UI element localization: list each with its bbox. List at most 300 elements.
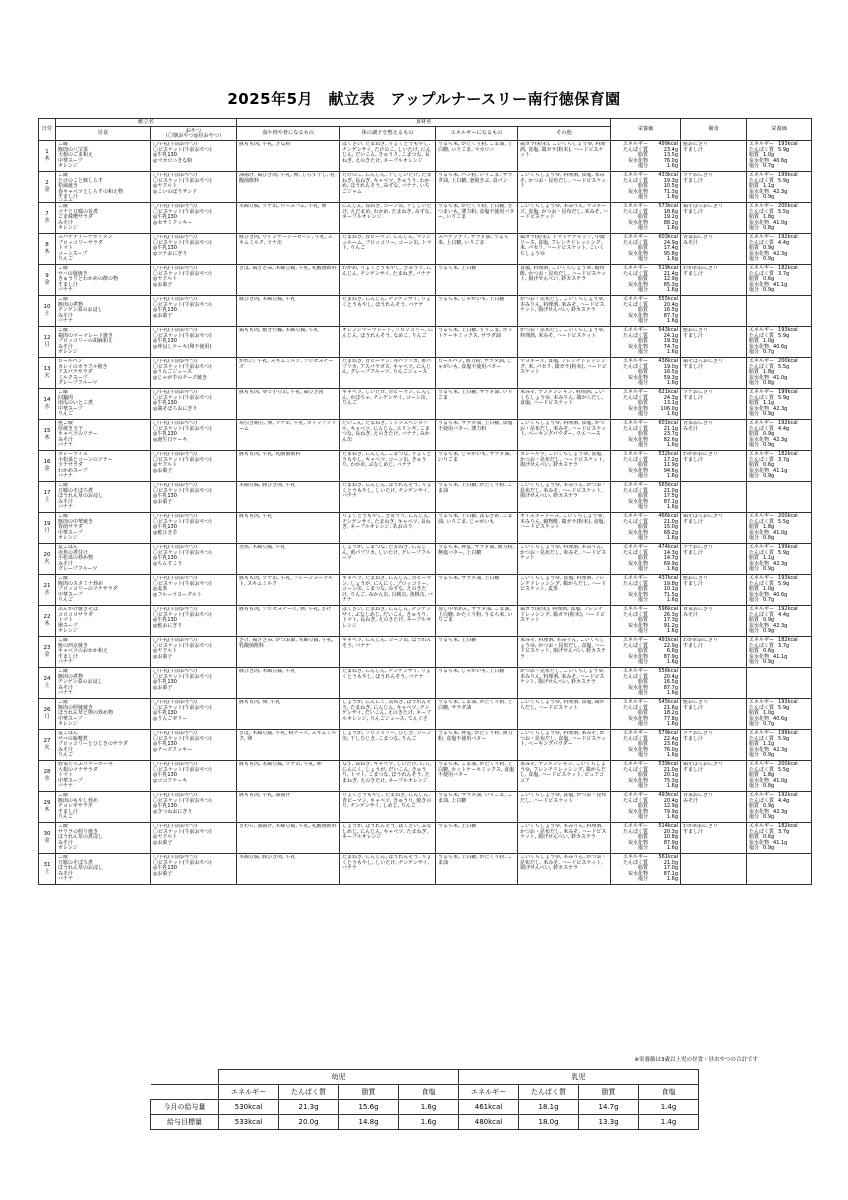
menu-row <box>39 141 812 172</box>
yellow-food-text: うるち米, 押麦, かたくり粉, 薄力粉, 食塩不使用バター <box>438 731 513 742</box>
yellow-food-cell <box>436 792 518 823</box>
nutrient-value: 621kcal <box>658 389 679 396</box>
nutrient-label: 炭水化物 <box>749 343 770 350</box>
nutrient-value: 5.9g <box>778 735 790 742</box>
nutrient-value: 42.3g <box>773 560 788 567</box>
green-food-cell <box>340 792 436 823</box>
nutrient-value: 1.6g <box>666 628 679 635</box>
supplement-text: ツナおにぎり すまし汁 <box>683 173 714 184</box>
nutrient-value: 0.7g <box>763 349 775 356</box>
lunch-cell <box>56 203 151 234</box>
nutrient-label: 炭水化物 <box>749 746 770 753</box>
nutrient-value: 474kcal <box>658 544 679 551</box>
nutrient-value: 10.1g <box>663 586 679 593</box>
nutrient-value: 0.6g <box>763 834 775 841</box>
nutrient-label: 塩分 <box>638 473 649 480</box>
page-title: 2025年5月 献立表 アップルナースリー南行徳保育園 <box>227 90 621 108</box>
day-number: 21 <box>43 583 51 590</box>
snack-cell <box>151 513 237 544</box>
nutrient-value: 22.9g <box>663 642 679 649</box>
yellow-food-cell <box>436 265 518 296</box>
nutrient-label: 脂質 <box>638 431 649 438</box>
nutrient-label: 炭水化物 <box>749 591 770 598</box>
nutrient-label: 炭水化物 <box>749 622 770 629</box>
lunch-cell <box>56 761 151 792</box>
nutrient-value: 0.8g <box>763 225 775 232</box>
nutrient-label: たんぱく質 <box>623 208 649 215</box>
nutrient-value: 1.8g <box>763 214 775 221</box>
nutrient-label: たんぱく質 <box>749 239 775 246</box>
nutrient-label: 塩分 <box>638 411 649 418</box>
day-of-week: 火 <box>44 373 50 380</box>
yellow-food-cell <box>436 296 518 327</box>
nutrient-label: たんぱく質 <box>749 704 775 711</box>
red-food-text: 豚もも肉, 卵, 牛乳 <box>239 700 281 706</box>
day-number: 19 <box>43 521 51 528</box>
green-food-cell <box>340 172 436 203</box>
day-cell <box>39 637 56 668</box>
lunch-text: ご飯 豚肉のスタミナ炒め ブロッコリーのツナサラダ 中華スープ りんご <box>58 576 118 604</box>
nutrient-value: 17.0g <box>663 865 679 872</box>
menu-row <box>39 420 812 451</box>
nutrient-value: 1.6g <box>666 504 679 511</box>
nutrient-label: 塩分 <box>638 814 649 821</box>
yellow-food-text: 蒸し中華めん, サラダ油, ごま油, 上白糖, かたくり粉, うるち米, いりごま <box>438 607 513 624</box>
day-number: 24 <box>43 676 51 683</box>
nutrition-cell <box>611 141 681 172</box>
nutrient-value: 77.8g <box>663 715 679 722</box>
day-of-week: 火 <box>44 745 50 752</box>
nutrient-label: 脂質 <box>749 245 760 252</box>
nutrient-value: 539kcal <box>658 761 679 768</box>
nutrient-label: 脂質 <box>749 772 760 779</box>
nutrient-label: 炭水化物 <box>628 560 649 567</box>
yellow-food-cell <box>436 203 518 234</box>
lunch-text: 野菜たっぷりマーボー丼 大根のツナサラダ トマト 中華スープ バナナ <box>58 762 114 790</box>
supplement-cell <box>681 575 747 606</box>
green-food-cell <box>340 668 436 699</box>
snack-cell <box>151 389 237 420</box>
other-food-text: オイスターソース, こいくちしょうゆ, 本みりん, 穀物酢, 鶏ガラ(粉末), 食塩, ハードビスケット <box>520 514 606 531</box>
green-food-text: わかめ, りょくとうもやし, きゅうり, にんじん, チンゲンサイ, たまねぎ, バナナ <box>342 266 432 277</box>
nutrient-value: 0.9g <box>763 442 775 449</box>
nutrient-value: 24.3g <box>663 394 679 401</box>
green-food-cell <box>340 637 436 668</box>
nutrient-value: 91.2g <box>663 622 679 629</box>
supplement-text <box>683 483 744 511</box>
nutrient-label: 塩分 <box>749 473 760 480</box>
menu-row <box>39 699 812 730</box>
supplement-text: ツナおにぎり すまし汁 <box>683 731 714 742</box>
nutrient-label: たんぱく質 <box>623 735 649 742</box>
snack-text: 〇牛乳(午前おやつ) 〇ビスケット(午前おやつ) ◎りんごジュース ◎じゃが芋のチーズ焼き <box>153 359 212 381</box>
lunch-cell <box>56 606 151 637</box>
nutrient-value: 182kcal <box>778 637 798 644</box>
nutrient-label: 脂質 <box>638 741 649 748</box>
nutrient-value: 0.9g <box>763 473 775 480</box>
nutrient-label: 塩分 <box>638 194 649 201</box>
day-cell <box>39 451 56 482</box>
supplement-cell <box>681 296 747 327</box>
green-food-text: しょうが, ほうれんそう, はくさい, ぶなしめじ, にんじん, キャベツ, たまねぎ, ネーブルオレンジ <box>342 824 432 841</box>
yellow-food-text: うるち米, 上白糖, かたくり粉, ごま油 <box>438 483 513 494</box>
nutrient-value: 10.8g <box>663 834 679 841</box>
nutrient-value: 199kcal <box>778 389 798 396</box>
nutrient-label: 塩分 <box>749 411 760 418</box>
other-food-cell <box>518 668 611 699</box>
day-cell <box>39 513 56 544</box>
day-of-week: 金 <box>44 652 50 659</box>
nutrient-value: 0.9g <box>763 431 775 438</box>
nutrition-cell <box>611 389 681 420</box>
red-food-text: 糸引き納豆, 卵, ツナ缶, 牛乳, ホイップクリーム <box>239 421 337 432</box>
nutrient-label: エネルギー <box>623 513 649 520</box>
nutrient-label: 塩分 <box>638 566 649 573</box>
nutrient-value: 565kcal <box>658 482 679 489</box>
nutrient-value: 1.1g <box>763 741 775 748</box>
yellow-food-cell <box>436 172 518 203</box>
snack-cell <box>151 730 237 761</box>
yellow-food-cell <box>436 141 518 172</box>
red-food-text: 豚もも肉, 牛乳 <box>239 514 273 520</box>
lunch-text: ご飯 豚肉の八宝菜 大根のごま和え 中華スープ オレンジ <box>58 142 94 170</box>
supplement-cell <box>681 730 747 761</box>
nutrient-value: 24.9g <box>663 239 679 246</box>
supplement-cell <box>681 792 747 823</box>
green-food-cell <box>340 513 436 544</box>
nutrient-label: エネルギー <box>749 451 775 458</box>
snack-cell <box>151 265 237 296</box>
menu-row <box>39 761 812 792</box>
nutrient-label: たんぱく質 <box>749 425 775 432</box>
header-supplement: 補食 <box>681 119 747 141</box>
red-food-text: 豚ひき肉, 木綿豆腐, 牛乳 <box>239 669 296 675</box>
nutrient-label: たんぱく質 <box>749 518 775 525</box>
green-food-cell <box>340 823 436 854</box>
green-food-cell <box>340 203 436 234</box>
nutrient-value: 0.8g <box>763 535 775 542</box>
menu-row <box>39 823 812 854</box>
menu-row <box>39 172 812 203</box>
nutrient-value: 1.8g <box>763 369 775 376</box>
other-food-text: こいくちしょうゆ, 料理酒, 食塩, かつお・昆布だし, 米みそ, ハードビスケット, ベーキングパウダー, ウエハース <box>520 421 607 438</box>
nutrient-label: たんぱく質 <box>749 735 775 742</box>
header-supplement-nutrition: 栄養価 <box>747 119 812 141</box>
nutrient-label: 脂質 <box>749 400 760 407</box>
summary-col-fat: 脂質 <box>339 1085 399 1100</box>
nutrient-value: 1.6g <box>666 163 679 170</box>
day-cell <box>39 575 56 606</box>
nutrient-label: エネルギー <box>749 389 775 396</box>
other-food-text: こいくちしょうゆ, 食塩, 料理酒, フレンチドレッシング, 鶏がらだし, ハードビスケット, 麦茶 <box>520 576 607 593</box>
snack-cell <box>151 141 237 172</box>
nutrient-label: 脂質 <box>638 400 649 407</box>
lunch-text: ご飯 豚肉の煮物 チンゲン菜のお浸し みそ汁 バナナ <box>58 669 103 697</box>
lunch-cell <box>56 513 151 544</box>
nutrient-label: 炭水化物 <box>749 653 770 660</box>
nutrient-label: 脂質 <box>749 648 760 655</box>
green-food-cell <box>340 761 436 792</box>
red-food-cell <box>237 296 340 327</box>
summary-col-protein: たんぱく質 <box>519 1085 579 1100</box>
summary-blank <box>151 1085 219 1100</box>
nutrient-label: たんぱく質 <box>623 177 649 184</box>
day-cell <box>39 358 56 389</box>
nutrient-value: 579kcal <box>658 730 679 737</box>
day-of-week: 金 <box>44 466 50 473</box>
lunch-text: ご飯 豚肉のもやし炒め チョレギサラダ すまし汁 りんご <box>58 793 99 821</box>
yellow-food-text: うるち米, 上白糖, はるさめ, ごま油, いりごま, じゃがいも <box>438 514 513 525</box>
nutrient-label: たんぱく質 <box>749 332 775 339</box>
nutrient-label: 脂質 <box>638 276 649 283</box>
green-food-cell <box>340 544 436 575</box>
nutrient-value: 1.0g <box>763 152 775 159</box>
supplement-nutrition-cell <box>747 482 812 513</box>
supplement-cell <box>681 451 747 482</box>
red-food-cell <box>237 141 340 172</box>
nutrient-label: 塩分 <box>638 783 649 790</box>
nutrient-label: 炭水化物 <box>628 622 649 629</box>
nutrient-value: 42.3g <box>773 746 788 753</box>
supplement-cell <box>681 172 747 203</box>
nutrition-cell <box>611 451 681 482</box>
green-food-text: キャベツ, にんじん, コーン缶, ほうれんそう, バナナ <box>342 638 432 649</box>
nutrient-value: 5.9g <box>778 704 790 711</box>
lunch-cell <box>56 854 151 885</box>
nutrient-value: 3.7g <box>778 456 790 463</box>
summary-value: 14.7g <box>579 1100 639 1115</box>
nutrient-value: 1.1g <box>763 400 775 407</box>
snack-text: 〇牛乳(午前おやつ) 〇ビスケット(午前おやつ) ◎牛乳130 ◎ココアケーキ <box>153 762 212 784</box>
nutrient-value: 5.9g <box>778 146 790 153</box>
snack-cell <box>151 234 237 265</box>
day-number: 7 <box>45 211 49 218</box>
nutrient-label: 塩分 <box>749 349 760 356</box>
supplement-nutrition-cell <box>747 792 812 823</box>
green-food-text: キャベツ, しいたけ, 青ピーマン, にんじん, かぼちゃ, チンゲンサイ, コーン缶, りんご <box>342 390 432 407</box>
nutrient-value: 4.4g <box>778 239 790 246</box>
red-food-cell <box>237 575 340 606</box>
summary-col-energy: エネルギー <box>219 1085 279 1100</box>
day-cell <box>39 668 56 699</box>
day-of-week: 月 <box>44 714 50 721</box>
day-cell <box>39 730 56 761</box>
nutrient-value: 41.1g <box>773 467 788 474</box>
nutrient-value: 1.0g <box>763 338 775 345</box>
nutrition-cell <box>611 730 681 761</box>
other-food-cell <box>518 699 611 730</box>
yellow-food-text: うるち米, かたくり粉, 上白糖, さつまいも, 薄力粉, 食塩不使用バター, いりごま <box>438 204 515 221</box>
red-food-text: 豚もも肉, プロセスチーズ, 卵, 牛乳, さけ <box>239 607 332 613</box>
day-number: 14 <box>43 397 51 404</box>
other-food-cell <box>518 234 611 265</box>
nutrient-label: 塩分 <box>638 845 649 852</box>
nutrient-label: 脂質 <box>749 586 760 593</box>
nutrient-value: 71.3g <box>663 188 679 195</box>
nutrient-value: 5.9g <box>778 580 790 587</box>
day-cell <box>39 234 56 265</box>
snack-text: 〇牛乳(午前おやつ) 〇ビスケット(午前おやつ) ◎麦茶 ◎フルーツヨーグルト <box>153 576 212 598</box>
nutrient-label: 塩分 <box>638 876 649 883</box>
supplement-text: 鮭おにぎり すまし汁 <box>683 700 709 711</box>
red-food-cell <box>237 761 340 792</box>
nutrient-value: 1.8g <box>763 772 775 779</box>
nutrient-label: 脂質 <box>638 617 649 624</box>
supplement-text: 鶏そぼろおにぎり すまし汁 <box>683 762 724 773</box>
nutrient-value: 3.7g <box>778 828 790 835</box>
green-food-text: たけのこ, にんじん, 干ししいたけ, たまねぎ, 長ねぎ, キャベツ, きゅうり, わかめ, ほうれんそう, みずな, バナナ, いちごジャム <box>342 173 432 195</box>
other-food-cell <box>518 358 611 389</box>
nutrient-label: 脂質 <box>749 710 760 717</box>
nutrient-label: 脂質 <box>638 586 649 593</box>
snack-cell <box>151 172 237 203</box>
snack-text: 〇牛乳(午前おやつ) 〇ビスケット(午前おやつ) ◎牛乳130 ◎鶏そぼろおにぎり <box>153 390 212 412</box>
day-number: 28 <box>43 769 51 776</box>
nutrient-value: 466kcal <box>658 513 679 520</box>
nutrient-label: エネルギー <box>623 699 649 706</box>
nutrient-label: 塩分 <box>638 721 649 728</box>
nutrient-value: 69.9g <box>663 560 679 567</box>
day-number: 31 <box>43 862 51 869</box>
supplement-text <box>683 669 744 697</box>
nutrient-label: たんぱく質 <box>623 642 649 649</box>
nutrient-label: エネルギー <box>623 637 649 644</box>
nutrient-label: たんぱく質 <box>749 456 775 463</box>
nutrient-value: 603kcal <box>658 234 679 241</box>
nutrient-value: 5.9g <box>778 332 790 339</box>
supplement-nutrition-cell <box>747 575 812 606</box>
supplement-cell <box>681 420 747 451</box>
yellow-food-text: うるち米, 上白糖, すりごま, ホットケーキミックス, サラダ油 <box>438 328 513 339</box>
nutrient-value: 192kcal <box>778 792 798 799</box>
nutrient-label: たんぱく質 <box>623 797 649 804</box>
yellow-food-text: うるち米, 上白糖 <box>438 824 477 830</box>
nutrient-value: 16.5g <box>663 679 679 686</box>
red-food-text: 鶏もも肉, 焼き竹輪, 木綿豆腐, 牛乳 <box>239 328 319 334</box>
nutrient-value: 76.0g <box>663 746 679 753</box>
header-yellow-food: エネルギーになるもの <box>436 127 518 141</box>
supplement-text: わかめおにぎり すまし汁 <box>683 638 719 649</box>
nutrient-label: たんぱく質 <box>623 673 649 680</box>
nutrient-label: たんぱく質 <box>749 208 775 215</box>
nutrient-label: 炭水化物 <box>749 715 770 722</box>
green-food-text: なす, 長ねぎ, キャベツ, しいたけ, にら, にんにく, しょうが, だいこん, きゅうり, トマト, こまつな, ほうれんそう, たまねぎ, えのきたけ, ネーブルオレンジ <box>342 762 432 784</box>
menu-row <box>39 327 812 358</box>
nutrient-value: 1.6g <box>666 721 679 728</box>
nutrient-value: 1.6g <box>666 411 679 418</box>
nutrient-label: 脂質 <box>638 679 649 686</box>
nutrient-value: 94.6g <box>663 467 679 474</box>
red-food-text: 木綿豆腐, 豚ひき肉, 牛乳 <box>239 483 296 489</box>
summary-group-infant: 乳児 <box>459 1070 699 1085</box>
nutrient-value: 555kcal <box>658 296 679 303</box>
green-food-cell <box>340 606 436 637</box>
nutrient-label: 塩分 <box>749 194 760 201</box>
nutrient-value: 0.8g <box>763 380 775 387</box>
nutrient-label: たんぱく質 <box>623 704 649 711</box>
nutrient-value: 0.9g <box>763 256 775 263</box>
nutrient-value: 87.1g <box>663 870 679 877</box>
nutrient-value: 1.6g <box>666 566 679 573</box>
nutrient-value: 20.4g <box>663 673 679 680</box>
nutrient-label: たんぱく質 <box>623 456 649 463</box>
snack-cell <box>151 606 237 637</box>
green-food-text: はくさい, たまねぎ, にんじん, チンゲンサイ, ぶなしめじ, だいこん, きゅうり, トマト, 長ねぎ, えのきたけ, ネーブルオレンジ <box>342 607 432 629</box>
nutrient-value: 40.6g <box>773 715 788 722</box>
nutrient-label: 塩分 <box>749 380 760 387</box>
summary-col-energy: エネルギー <box>459 1085 519 1100</box>
yellow-food-text: うるち米, サラダ油, いりごま, ごま油, 上白糖 <box>438 793 513 804</box>
yellow-food-cell <box>436 544 518 575</box>
other-food-cell <box>518 513 611 544</box>
green-food-cell <box>340 234 436 265</box>
nutrient-value: 1.6g <box>666 194 679 201</box>
green-food-text: たまねぎ, 青ピーマン, にんじん, マッシュルーム, ブロッコリー, コーン缶, トマト, りんご <box>342 235 432 252</box>
red-food-cell <box>237 420 340 451</box>
nutrient-value: 10.5g <box>663 183 679 190</box>
nutrient-value: 182kcal <box>778 265 798 272</box>
lunch-text: あんかけ焼きそば コロコロサラダ トマト 卵スープ オレンジ <box>58 607 99 635</box>
nutrient-label: 脂質 <box>638 710 649 717</box>
nutrient-label: 塩分 <box>749 814 760 821</box>
lunch-text: ご飯 豚肉の煮物 チンゲン菜のお浸し みそ汁 バナナ <box>58 297 103 325</box>
other-food-cell <box>518 854 611 885</box>
supplement-nutrition-cell <box>747 513 812 544</box>
nutrient-label: エネルギー <box>749 730 775 737</box>
supplement-nutrition-cell <box>747 761 812 792</box>
other-food-text: 米みそ, 料理酒, 本みりん, こいくちしょうゆ, かつお・昆布だし, 食塩, ハードビスケット, 揚げせんべい, 鈴カステラ <box>520 638 606 660</box>
supplement-cell <box>681 513 747 544</box>
menu-body <box>39 141 812 885</box>
nutrient-value: 87.1g <box>663 498 679 505</box>
nutrient-value: 1.6g <box>666 380 679 387</box>
summary-value: 14.8g <box>339 1115 399 1130</box>
other-food-cell <box>518 823 611 854</box>
summary-value: 1.4g <box>639 1115 699 1130</box>
nutrient-label: たんぱく質 <box>623 859 649 866</box>
nutrient-label: 炭水化物 <box>628 157 649 164</box>
nutrition-cell <box>611 420 681 451</box>
snack-text: 〇牛乳(午前おやつ) 〇ビスケット(午前おやつ) ◎牛乳130 ◎鮭おにぎり <box>153 607 212 629</box>
nutrient-value: 1.6g <box>666 473 679 480</box>
snack-cell <box>151 823 237 854</box>
header-menu-group: 献立名 <box>56 119 237 127</box>
nutrient-label: 炭水化物 <box>749 839 770 846</box>
nutrient-value: 0.9g <box>763 628 775 635</box>
snack-text: 〇牛乳(午前おやつ) 〇ビスケット(午前おやつ) ◎牛乳130 ◎りんごゼリー <box>153 700 212 722</box>
nutrient-value: 87.9g <box>663 653 679 660</box>
menu-row <box>39 575 812 606</box>
nutrient-label: 脂質 <box>638 834 649 841</box>
nutrient-label: 塩分 <box>638 380 649 387</box>
yellow-food-cell <box>436 730 518 761</box>
nutrient-label: 脂質 <box>749 214 760 221</box>
other-food-text: かつお・昆布だし, こいくちしょうゆ, 本みりん, 料理酒, 米みそ, ハードビスケット, 揚げせんべい, 鈴カステラ <box>520 297 605 314</box>
nutrient-value: 16.5g <box>663 307 679 314</box>
nutrient-label: たんぱく質 <box>749 177 775 184</box>
nutrient-label: エネルギー <box>623 296 649 303</box>
nutrient-label: エネルギー <box>623 265 649 272</box>
snack-text: 〇牛乳(午前おやつ) 〇ビスケット(午前おやつ) ◎牛乳130 ◎ちんすこう <box>153 545 212 567</box>
menu-row <box>39 451 812 482</box>
red-food-text: 木綿豆腐, 豚ひき肉, 牛乳 <box>239 855 296 861</box>
menu-row <box>39 234 812 265</box>
nutrient-value: 199kcal <box>778 544 798 551</box>
nutrient-value: 23.6g <box>663 741 679 748</box>
menu-row <box>39 203 812 234</box>
other-food-cell <box>518 792 611 823</box>
green-food-cell <box>340 420 436 451</box>
